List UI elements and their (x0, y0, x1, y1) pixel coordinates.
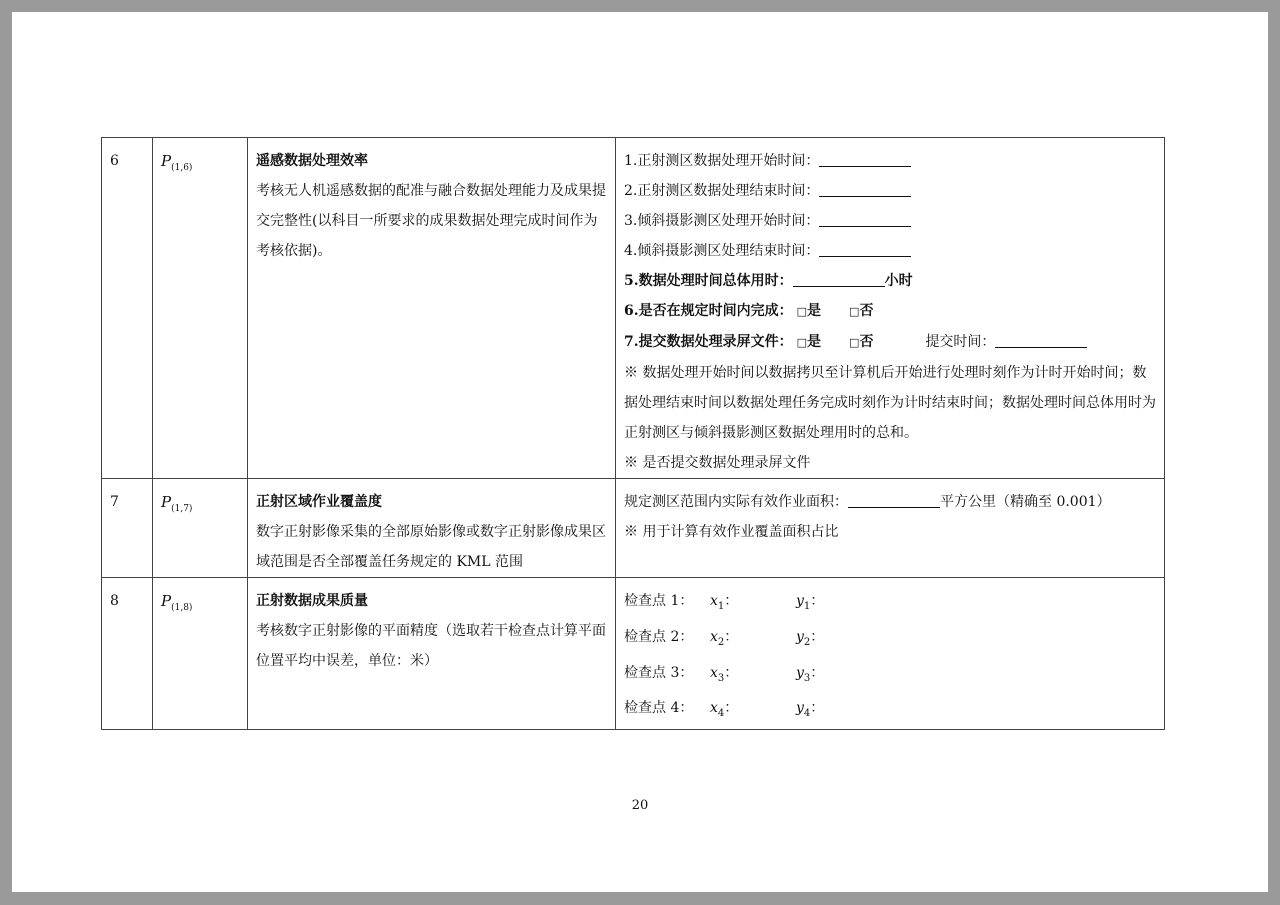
table-row (102, 138, 1165, 479)
coord-x: $x_1$： (710, 593, 739, 612)
symbol-subscript: (1,7) (171, 504, 193, 514)
form-line-label: 4.倾斜摄影测区处理结束时间： (624, 243, 820, 259)
item-cell (248, 578, 616, 730)
item-cell (248, 479, 616, 578)
score-symbol (153, 578, 248, 730)
coord-y: $y_4$： (796, 700, 825, 720)
form-line (624, 296, 1156, 327)
submit-time-label: 提交时间： (925, 334, 996, 350)
note-text: ※ 数据处理开始时间以数据拷贝至计算机后开始进行处理时刻作为计时开始时间；数据处理结束时间以数据处理任务完成时刻作为计时结束时间；数据处理时间总体用时为正射测区与倾斜摄影测区数据处理用时的总和。 (624, 365, 1156, 441)
form-line-label: 7.提交数据处理录屏文件： (624, 334, 793, 350)
row-number: 6 (102, 138, 153, 479)
checkpoint-label: 检查点 3： (624, 664, 694, 681)
symbol-subscript: (1,6) (171, 163, 193, 173)
note-text: ※ 用于计算有效作业覆盖面积占比 (624, 524, 839, 540)
symbol-subscript: (1,8) (171, 603, 193, 613)
page-number: 20 (631, 798, 649, 813)
fill-blank[interactable] (793, 271, 885, 287)
form-line (624, 487, 1156, 517)
checkbox-no[interactable]: □ (849, 336, 860, 349)
fill-blank[interactable] (819, 211, 911, 227)
option-label: 否 (859, 303, 874, 319)
symbol-letter: P (161, 152, 172, 170)
item-description: 考核无人机遥感数据的配准与融合数据处理能力及成果提交完整性(以科目一所要求的成果数据处理完成时间作为考核依据)。 (256, 183, 606, 259)
form-line (624, 146, 1156, 176)
form-line-label: 5.数据处理时间总体用时： (624, 273, 793, 289)
requirement-cell (616, 138, 1165, 479)
form-line-label: 2.正射测区数据处理结束时间： (624, 183, 820, 199)
coord-y: $y_2$： (796, 628, 825, 648)
fill-blank[interactable] (995, 332, 1087, 348)
item-description: 考核数字正射影像的平面精度（选取若干检查点计算平面位置平均中误差，单位：米） (256, 623, 606, 669)
table-row (102, 578, 1165, 730)
checkpoint-label: 检查点 4： (624, 700, 694, 717)
document-page (12, 12, 1268, 892)
coord-y: $y_3$： (796, 664, 825, 684)
item-title: 遥感数据处理效率 (256, 153, 368, 169)
checkpoint-line (624, 658, 1156, 694)
unit-label: 小时 (884, 273, 913, 289)
symbol-letter: P (161, 493, 172, 511)
checkbox-yes[interactable]: □ (796, 336, 808, 349)
form-line (624, 176, 1156, 206)
form-line-label: 6.是否在规定时间内完成： (624, 303, 793, 319)
item-description: 数字正射影像采集的全部原始影像或数字正射影像成果区域范围是否全部覆盖任务规定的 KML 范围 (256, 524, 606, 570)
fill-blank[interactable] (819, 181, 911, 197)
row-number: 7 (102, 479, 153, 578)
checkbox-no[interactable]: □ (849, 305, 860, 318)
item-cell (248, 138, 616, 479)
checkpoint-line (624, 622, 1156, 658)
form-line-label: 1.正射测区数据处理开始时间： (624, 153, 820, 169)
form-line (624, 327, 1156, 358)
option-label: 否 (859, 334, 874, 350)
coord-x: $x_4$： (710, 700, 739, 720)
checkpoint-label: 检查点 1： (624, 593, 694, 609)
evaluation-table (101, 137, 1165, 730)
coord-x: $x_3$： (710, 664, 739, 684)
checkpoint-line (624, 586, 1156, 622)
item-title: 正射数据成果质量 (256, 593, 368, 609)
fill-blank[interactable] (819, 151, 911, 167)
score-symbol (153, 138, 248, 479)
row-number: 8 (102, 578, 153, 730)
unit-label: 平方公里（精确至 0.001） (940, 494, 1111, 510)
symbol-letter: P (161, 592, 172, 610)
note-text: ※ 是否提交数据处理录屏文件 (624, 455, 811, 471)
checkbox-yes[interactable]: □ (796, 305, 808, 318)
item-title: 正射区域作业覆盖度 (256, 494, 382, 510)
coord-x: $x_2$： (710, 628, 739, 648)
requirement-cell (616, 578, 1165, 730)
requirement-cell (616, 479, 1165, 578)
fill-blank[interactable] (819, 241, 911, 257)
form-line-label: 3.倾斜摄影测区处理开始时间： (624, 213, 820, 229)
fill-blank[interactable] (848, 492, 940, 508)
form-line (624, 236, 1156, 266)
form-line (624, 266, 1156, 296)
score-symbol (153, 479, 248, 578)
checkpoint-label: 检查点 2： (624, 628, 694, 645)
form-line (624, 206, 1156, 236)
table-row (102, 479, 1165, 578)
option-label: 是 (807, 303, 822, 319)
form-line-label: 规定测区范围内实际有效作业面积： (624, 494, 848, 510)
checkpoint-line (624, 693, 1156, 729)
coord-y: $y_1$： (796, 593, 825, 612)
option-label: 是 (807, 334, 822, 350)
